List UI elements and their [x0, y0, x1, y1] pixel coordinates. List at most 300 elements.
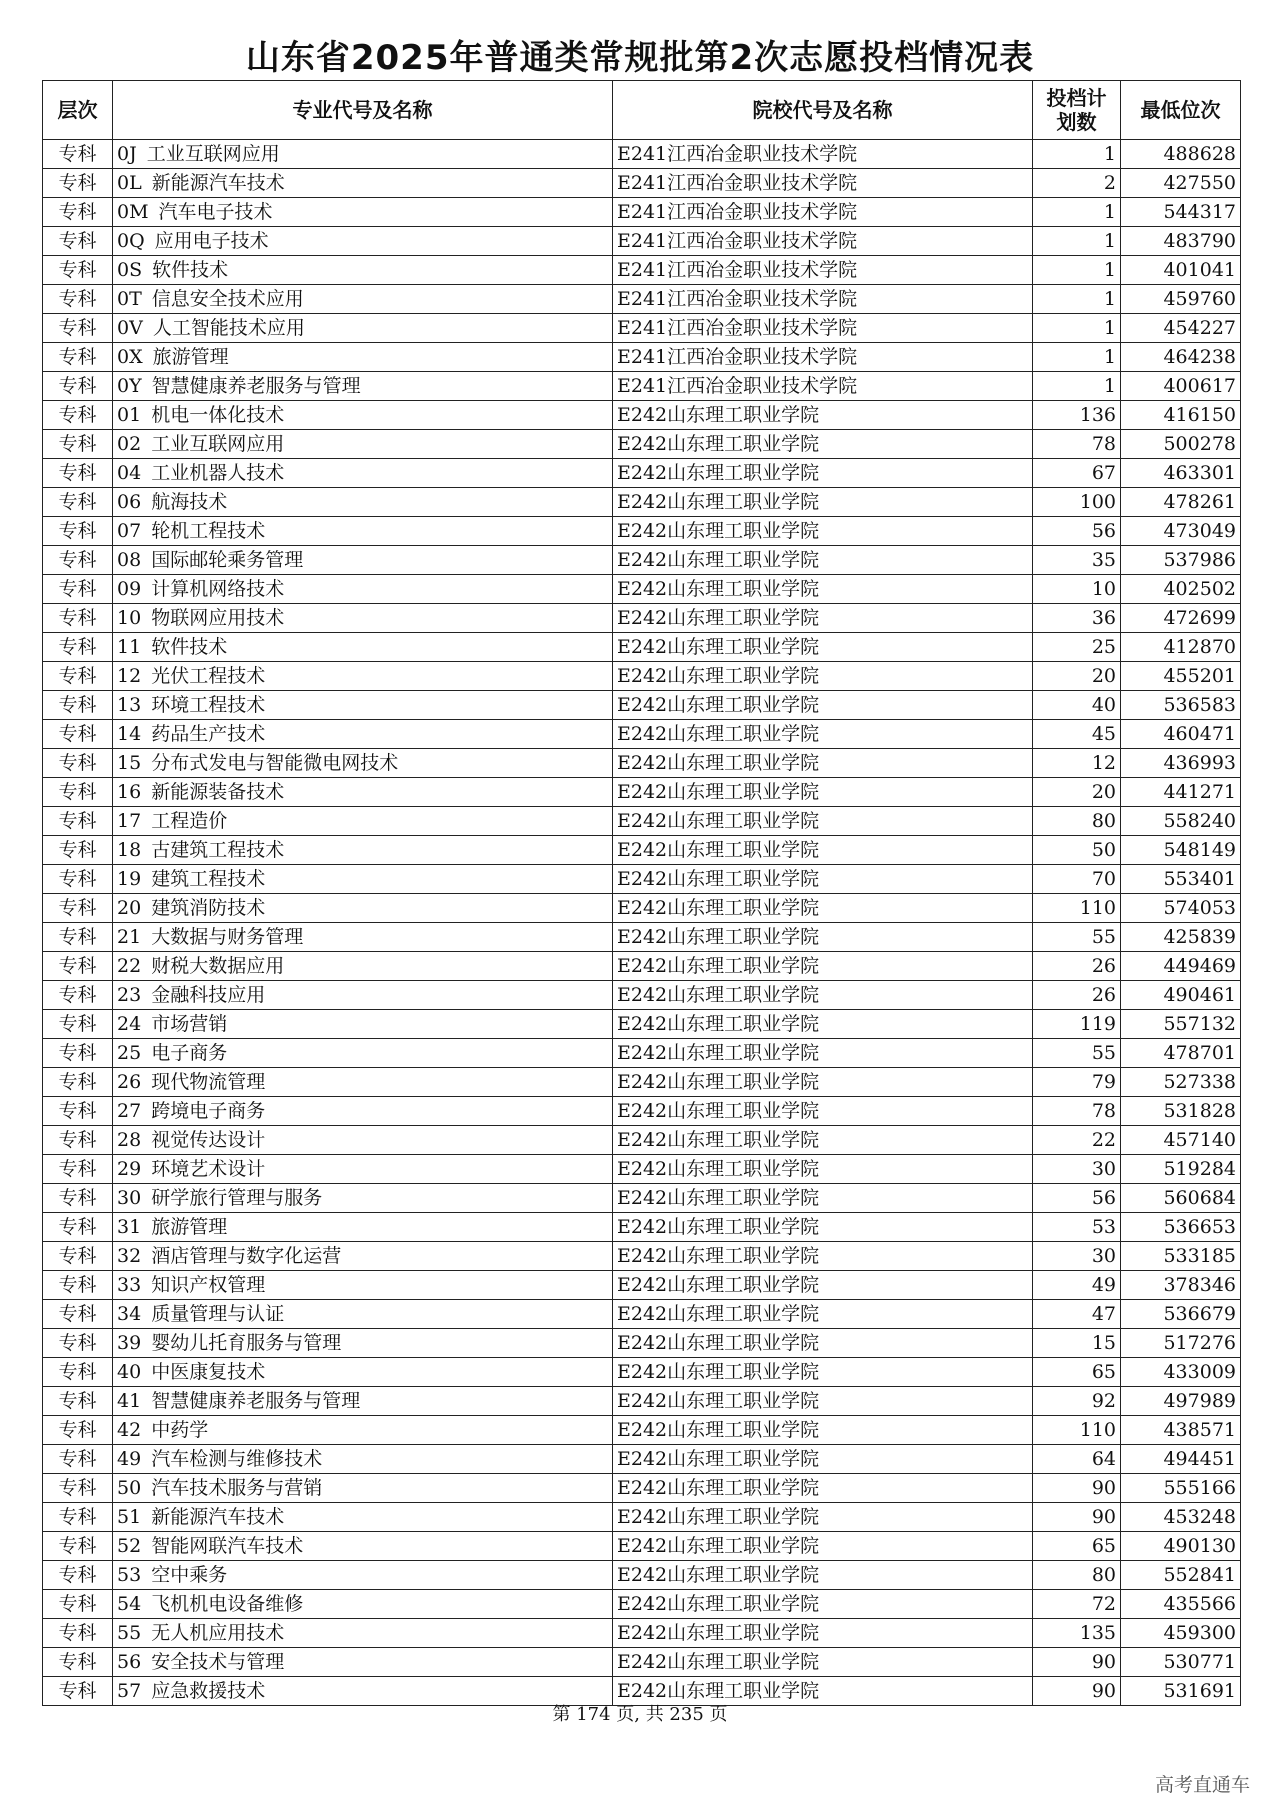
cell-school: E241江西冶金职业技术学院 [613, 169, 1033, 198]
cell-major [113, 1300, 613, 1329]
cell-level: 专科 [43, 575, 113, 604]
cell-min-rank: 449469 [1121, 952, 1241, 981]
major-name: 中药学 [151, 1419, 209, 1441]
cell-school: E242山东理工职业学院 [613, 865, 1033, 894]
major-name: 酒店管理与数字化运营 [151, 1245, 342, 1267]
major-code: 57 [117, 1680, 142, 1702]
cell-min-rank: 560684 [1121, 1184, 1241, 1213]
major-code: 06 [117, 491, 142, 513]
cell-level: 专科 [43, 981, 113, 1010]
major-name: 工业机器人技术 [151, 462, 285, 484]
cell-major [113, 1242, 613, 1271]
cell-level: 专科 [43, 198, 113, 227]
cell-major [113, 459, 613, 488]
cell-plan: 1 [1033, 285, 1121, 314]
table-row [43, 401, 1241, 430]
major-code: 0S [117, 259, 143, 281]
cell-school: E241江西冶金职业技术学院 [613, 372, 1033, 401]
major-code: 22 [117, 955, 142, 977]
cell-level: 专科 [43, 1619, 113, 1648]
cell-major [113, 1068, 613, 1097]
cell-plan: 30 [1033, 1155, 1121, 1184]
cell-plan: 20 [1033, 662, 1121, 691]
major-code: 53 [117, 1564, 142, 1586]
cell-plan: 26 [1033, 952, 1121, 981]
admission-table [42, 80, 1241, 1706]
cell-school: E242山东理工职业学院 [613, 894, 1033, 923]
major-code: 23 [117, 984, 142, 1006]
cell-major [113, 256, 613, 285]
cell-major [113, 1445, 613, 1474]
major-name: 知识产权管理 [151, 1274, 266, 1296]
cell-min-rank: 494451 [1121, 1445, 1241, 1474]
major-name: 轮机工程技术 [151, 520, 266, 542]
cell-school: E242山东理工职业学院 [613, 488, 1033, 517]
cell-plan: 50 [1033, 836, 1121, 865]
cell-plan: 90 [1033, 1648, 1121, 1677]
cell-school: E242山东理工职业学院 [613, 1039, 1033, 1068]
cell-level: 专科 [43, 1097, 113, 1126]
cell-min-rank: 527338 [1121, 1068, 1241, 1097]
major-name: 古建筑工程技术 [151, 839, 285, 861]
table-row [43, 546, 1241, 575]
cell-major [113, 633, 613, 662]
cell-major [113, 1619, 613, 1648]
cell-level: 专科 [43, 1329, 113, 1358]
cell-major [113, 169, 613, 198]
cell-plan: 90 [1033, 1474, 1121, 1503]
major-code: 0Q [117, 230, 145, 252]
cell-school: E242山东理工职业学院 [613, 604, 1033, 633]
cell-plan: 80 [1033, 807, 1121, 836]
cell-plan: 35 [1033, 546, 1121, 575]
cell-school: E242山东理工职业学院 [613, 1503, 1033, 1532]
cell-plan: 1 [1033, 372, 1121, 401]
table-row [43, 343, 1241, 372]
cell-school: E242山东理工职业学院 [613, 546, 1033, 575]
cell-plan: 30 [1033, 1242, 1121, 1271]
cell-school: E242山东理工职业学院 [613, 1474, 1033, 1503]
cell-school: E242山东理工职业学院 [613, 1416, 1033, 1445]
cell-level: 专科 [43, 923, 113, 952]
major-name: 新能源汽车技术 [151, 172, 285, 194]
cell-min-rank: 553401 [1121, 865, 1241, 894]
major-code: 02 [117, 433, 142, 455]
cell-major [113, 1503, 613, 1532]
header-plan [1033, 81, 1121, 140]
table-row [43, 430, 1241, 459]
table-row [43, 575, 1241, 604]
table-row [43, 1387, 1241, 1416]
major-name: 现代物流管理 [151, 1071, 266, 1093]
cell-major [113, 430, 613, 459]
major-code: 40 [117, 1361, 142, 1383]
cell-plan: 90 [1033, 1677, 1121, 1706]
cell-plan: 25 [1033, 633, 1121, 662]
cell-school: E242山东理工职业学院 [613, 1213, 1033, 1242]
cell-level: 专科 [43, 1039, 113, 1068]
major-code: 51 [117, 1506, 142, 1528]
cell-school: E242山东理工职业学院 [613, 459, 1033, 488]
major-code: 21 [117, 926, 142, 948]
cell-plan: 78 [1033, 430, 1121, 459]
cell-school: E242山东理工职业学院 [613, 401, 1033, 430]
cell-plan: 90 [1033, 1503, 1121, 1532]
header-min-rank: 最低位次 [1121, 81, 1241, 140]
cell-major [113, 778, 613, 807]
cell-school: E242山东理工职业学院 [613, 1271, 1033, 1300]
major-code: 0T [117, 288, 142, 310]
cell-plan: 78 [1033, 1097, 1121, 1126]
cell-min-rank: 416150 [1121, 401, 1241, 430]
cell-major [113, 1039, 613, 1068]
major-code: 39 [117, 1332, 142, 1354]
cell-school: E242山东理工职业学院 [613, 1155, 1033, 1184]
cell-min-rank: 455201 [1121, 662, 1241, 691]
cell-major [113, 604, 613, 633]
major-name: 环境艺术设计 [151, 1158, 266, 1180]
cell-major [113, 140, 613, 169]
cell-school: E242山东理工职业学院 [613, 1561, 1033, 1590]
major-code: 33 [117, 1274, 142, 1296]
major-code: 18 [117, 839, 142, 861]
cell-level: 专科 [43, 372, 113, 401]
cell-level: 专科 [43, 517, 113, 546]
cell-plan: 45 [1033, 720, 1121, 749]
cell-major [113, 1387, 613, 1416]
cell-min-rank: 478261 [1121, 488, 1241, 517]
major-code: 31 [117, 1216, 142, 1238]
cell-min-rank: 472699 [1121, 604, 1241, 633]
major-code: 55 [117, 1622, 142, 1644]
cell-plan: 20 [1033, 778, 1121, 807]
cell-major [113, 1648, 613, 1677]
table-body [43, 140, 1241, 1706]
table-row [43, 1445, 1241, 1474]
major-name: 汽车技术服务与营销 [151, 1477, 323, 1499]
major-code: 15 [117, 752, 142, 774]
cell-min-rank: 425839 [1121, 923, 1241, 952]
cell-level: 专科 [43, 343, 113, 372]
cell-plan: 22 [1033, 1126, 1121, 1155]
cell-min-rank: 537986 [1121, 546, 1241, 575]
major-name: 无人机应用技术 [151, 1622, 285, 1644]
cell-level: 专科 [43, 1271, 113, 1300]
cell-plan: 79 [1033, 1068, 1121, 1097]
major-name: 建筑工程技术 [151, 868, 266, 890]
table-row [43, 720, 1241, 749]
cell-major [113, 1561, 613, 1590]
cell-min-rank: 400617 [1121, 372, 1241, 401]
major-name: 婴幼儿托育服务与管理 [151, 1332, 342, 1354]
major-name: 机电一体化技术 [151, 404, 285, 426]
cell-major [113, 720, 613, 749]
table-row [43, 749, 1241, 778]
cell-school: E242山东理工职业学院 [613, 575, 1033, 604]
header-school: 院校代号及名称 [613, 81, 1033, 140]
table-row [43, 1155, 1241, 1184]
cell-major [113, 488, 613, 517]
header-level: 层次 [43, 81, 113, 140]
table-row [43, 1010, 1241, 1039]
cell-plan: 65 [1033, 1358, 1121, 1387]
cell-major [113, 1126, 613, 1155]
cell-min-rank: 441271 [1121, 778, 1241, 807]
major-code: 16 [117, 781, 142, 803]
major-name: 物联网应用技术 [151, 607, 285, 629]
cell-school: E242山东理工职业学院 [613, 517, 1033, 546]
major-name: 安全技术与管理 [151, 1651, 285, 1673]
cell-major [113, 1271, 613, 1300]
cell-major [113, 807, 613, 836]
cell-plan: 135 [1033, 1619, 1121, 1648]
cell-major [113, 198, 613, 227]
cell-school: E241江西冶金职业技术学院 [613, 256, 1033, 285]
table-row [43, 1097, 1241, 1126]
cell-school: E241江西冶金职业技术学院 [613, 227, 1033, 256]
cell-school: E242山东理工职业学院 [613, 633, 1033, 662]
cell-school: E241江西冶金职业技术学院 [613, 314, 1033, 343]
table-row [43, 662, 1241, 691]
major-code: 09 [117, 578, 142, 600]
cell-min-rank: 433009 [1121, 1358, 1241, 1387]
cell-level: 专科 [43, 1126, 113, 1155]
cell-level: 专科 [43, 1445, 113, 1474]
cell-school: E242山东理工职业学院 [613, 749, 1033, 778]
cell-min-rank: 490130 [1121, 1532, 1241, 1561]
major-code: 26 [117, 1071, 142, 1093]
cell-level: 专科 [43, 1010, 113, 1039]
cell-school: E242山东理工职业学院 [613, 1590, 1033, 1619]
cell-level: 专科 [43, 256, 113, 285]
cell-plan: 56 [1033, 517, 1121, 546]
major-name: 国际邮轮乘务管理 [151, 549, 304, 571]
major-name: 空中乘务 [151, 1564, 228, 1586]
cell-level: 专科 [43, 285, 113, 314]
major-code: 56 [117, 1651, 142, 1673]
cell-major [113, 923, 613, 952]
header-major: 专业代号及名称 [113, 81, 613, 140]
cell-min-rank: 536653 [1121, 1213, 1241, 1242]
cell-major [113, 1532, 613, 1561]
table-row [43, 256, 1241, 285]
cell-plan: 65 [1033, 1532, 1121, 1561]
header-plan-line2: 划数 [1056, 110, 1097, 134]
major-name: 视觉传达设计 [151, 1129, 266, 1151]
cell-school: E242山东理工职业学院 [613, 662, 1033, 691]
table-row [43, 981, 1241, 1010]
cell-level: 专科 [43, 778, 113, 807]
cell-level: 专科 [43, 314, 113, 343]
cell-min-rank: 459760 [1121, 285, 1241, 314]
cell-level: 专科 [43, 1213, 113, 1242]
table-row [43, 314, 1241, 343]
cell-school: E242山东理工职业学院 [613, 1329, 1033, 1358]
cell-min-rank: 436993 [1121, 749, 1241, 778]
major-name: 质量管理与认证 [151, 1303, 285, 1325]
major-name: 应急救援技术 [151, 1680, 266, 1702]
major-name: 中医康复技术 [151, 1361, 266, 1383]
cell-major [113, 1358, 613, 1387]
table-row [43, 836, 1241, 865]
cell-major [113, 1590, 613, 1619]
cell-min-rank: 463301 [1121, 459, 1241, 488]
cell-level: 专科 [43, 1300, 113, 1329]
cell-level: 专科 [43, 401, 113, 430]
cell-plan: 1 [1033, 198, 1121, 227]
cell-major [113, 1329, 613, 1358]
major-code: 0Y [117, 375, 142, 397]
cell-major [113, 314, 613, 343]
table-row [43, 1300, 1241, 1329]
major-code: 41 [117, 1390, 142, 1412]
cell-level: 专科 [43, 749, 113, 778]
table-row [43, 488, 1241, 517]
table-row [43, 894, 1241, 923]
cell-min-rank: 488628 [1121, 140, 1241, 169]
table-row [43, 633, 1241, 662]
major-name: 工业互联网应用 [151, 433, 285, 455]
cell-major [113, 227, 613, 256]
major-code: 0J [117, 143, 137, 165]
cell-school: E242山东理工职业学院 [613, 1300, 1033, 1329]
cell-plan: 55 [1033, 1039, 1121, 1068]
cell-major [113, 1213, 613, 1242]
table-row [43, 198, 1241, 227]
table-row [43, 517, 1241, 546]
cell-major [113, 343, 613, 372]
cell-plan: 110 [1033, 894, 1121, 923]
cell-min-rank: 557132 [1121, 1010, 1241, 1039]
cell-level: 专科 [43, 952, 113, 981]
major-code: 52 [117, 1535, 142, 1557]
cell-plan: 136 [1033, 401, 1121, 430]
table-row [43, 865, 1241, 894]
cell-major [113, 1097, 613, 1126]
table-row [43, 778, 1241, 807]
major-code: 07 [117, 520, 142, 542]
major-code: 24 [117, 1013, 142, 1035]
major-code: 30 [117, 1187, 142, 1209]
cell-min-rank: 464238 [1121, 343, 1241, 372]
cell-level: 专科 [43, 459, 113, 488]
table-row [43, 372, 1241, 401]
cell-min-rank: 454227 [1121, 314, 1241, 343]
cell-school: E242山东理工职业学院 [613, 1242, 1033, 1271]
cell-school: E242山东理工职业学院 [613, 1097, 1033, 1126]
cell-plan: 26 [1033, 981, 1121, 1010]
cell-min-rank: 531828 [1121, 1097, 1241, 1126]
major-code: 0V [117, 317, 143, 339]
cell-min-rank: 435566 [1121, 1590, 1241, 1619]
major-name: 汽车电子技术 [158, 201, 273, 223]
cell-school: E242山东理工职业学院 [613, 952, 1033, 981]
cell-level: 专科 [43, 1677, 113, 1706]
cell-major [113, 1010, 613, 1039]
cell-major [113, 546, 613, 575]
major-code: 01 [117, 404, 142, 426]
major-name: 环境工程技术 [151, 694, 266, 716]
cell-school: E242山东理工职业学院 [613, 720, 1033, 749]
table-row [43, 604, 1241, 633]
cell-level: 专科 [43, 546, 113, 575]
major-code: 34 [117, 1303, 142, 1325]
cell-school: E242山东理工职业学院 [613, 1387, 1033, 1416]
cell-school: E242山东理工职业学院 [613, 778, 1033, 807]
cell-major [113, 749, 613, 778]
major-name: 信息安全技术应用 [151, 288, 304, 310]
cell-major [113, 865, 613, 894]
cell-level: 专科 [43, 1068, 113, 1097]
cell-school: E242山东理工职业学院 [613, 1126, 1033, 1155]
cell-min-rank: 460471 [1121, 720, 1241, 749]
major-code: 49 [117, 1448, 142, 1470]
table-row [43, 952, 1241, 981]
cell-min-rank: 548149 [1121, 836, 1241, 865]
cell-level: 专科 [43, 1416, 113, 1445]
major-name: 汽车检测与维修技术 [151, 1448, 323, 1470]
cell-min-rank: 478701 [1121, 1039, 1241, 1068]
cell-min-rank: 552841 [1121, 1561, 1241, 1590]
major-code: 14 [117, 723, 142, 745]
cell-level: 专科 [43, 865, 113, 894]
cell-level: 专科 [43, 227, 113, 256]
major-code: 08 [117, 549, 142, 571]
table-row [43, 1619, 1241, 1648]
cell-level: 专科 [43, 430, 113, 459]
cell-plan: 67 [1033, 459, 1121, 488]
cell-min-rank: 574053 [1121, 894, 1241, 923]
cell-plan: 12 [1033, 749, 1121, 778]
cell-school: E241江西冶金职业技术学院 [613, 285, 1033, 314]
major-name: 药品生产技术 [151, 723, 266, 745]
cell-school: E242山东理工职业学院 [613, 981, 1033, 1010]
major-name: 应用电子技术 [154, 230, 269, 252]
table-row [43, 1503, 1241, 1532]
cell-school: E242山东理工职业学院 [613, 1010, 1033, 1039]
cell-plan: 64 [1033, 1445, 1121, 1474]
cell-school: E242山东理工职业学院 [613, 836, 1033, 865]
major-name: 旅游管理 [151, 1216, 228, 1238]
table-row [43, 169, 1241, 198]
major-name: 智能网联汽车技术 [151, 1535, 304, 1557]
cell-level: 专科 [43, 1590, 113, 1619]
table-row [43, 1184, 1241, 1213]
cell-major [113, 1184, 613, 1213]
major-code: 20 [117, 897, 142, 919]
major-name: 工业互联网应用 [146, 143, 280, 165]
cell-major [113, 1474, 613, 1503]
cell-school: E242山东理工职业学院 [613, 1358, 1033, 1387]
major-name: 市场营销 [151, 1013, 228, 1035]
table-row [43, 807, 1241, 836]
table-row [43, 1416, 1241, 1445]
cell-major [113, 894, 613, 923]
major-name: 新能源装备技术 [151, 781, 285, 803]
table-row [43, 1271, 1241, 1300]
major-code: 28 [117, 1129, 142, 1151]
major-name: 软件技术 [152, 259, 229, 281]
cell-min-rank: 438571 [1121, 1416, 1241, 1445]
major-name: 建筑消防技术 [151, 897, 266, 919]
major-code: 13 [117, 694, 142, 716]
cell-min-rank: 459300 [1121, 1619, 1241, 1648]
major-code: 12 [117, 665, 142, 687]
table-row [43, 285, 1241, 314]
cell-level: 专科 [43, 1242, 113, 1271]
major-name: 工程造价 [151, 810, 228, 832]
cell-school: E241江西冶金职业技术学院 [613, 343, 1033, 372]
